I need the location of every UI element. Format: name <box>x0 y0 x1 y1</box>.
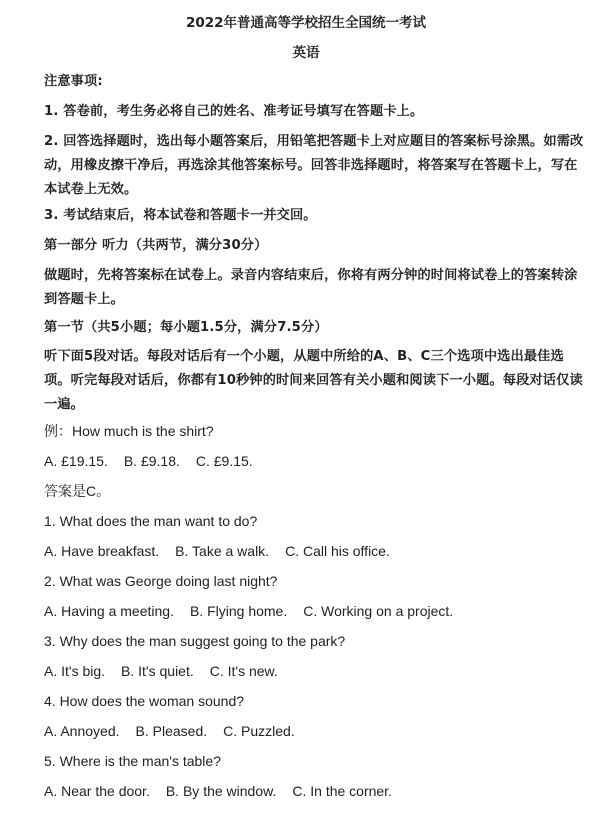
part1-heading: 第一部分 听力（共两节，满分30分） <box>44 238 268 253</box>
option-a: A. Having a meeting. <box>44 603 174 619</box>
option-b: B. It's quiet. <box>121 663 194 679</box>
note-item-3: 3. 考试结束后，将本试卷和答题卡一并交回。 <box>44 208 317 223</box>
notes-heading: 注意事项: <box>44 74 103 89</box>
example-options <box>44 451 253 471</box>
option-c: C. Call his office. <box>285 543 390 559</box>
exam-subject: 英语 <box>292 45 320 61</box>
option-a: A. Near the door. <box>44 783 150 799</box>
example-answer: 答案是C。 <box>44 483 111 499</box>
option-c: C. Working on a project. <box>303 603 454 619</box>
option-b: B. Pleased. <box>135 723 208 739</box>
option-c: C. In the corner. <box>292 783 392 799</box>
question-1: 1. What does the man want to do? <box>44 513 258 529</box>
question-1-options <box>44 541 390 561</box>
question-3: 3. Why does the man suggest going to the park? <box>44 633 346 649</box>
option-b: B. Flying home. <box>189 603 288 619</box>
question-5-options <box>44 781 392 801</box>
option-a: A. Have breakfast. <box>44 543 160 559</box>
option-b: B. Take a walk. <box>175 543 270 559</box>
option-c: C. It's new. <box>209 663 278 679</box>
question-2: 2. What was George doing last night? <box>44 573 278 589</box>
example-question: 例：How much is the shirt? <box>44 423 214 439</box>
option-c: C. £9.15. <box>195 453 253 469</box>
question-3-options <box>44 661 278 681</box>
section1-instructions: 听下面5段对话。每段对话后有一个小题，从题中所给的A、B、C三个选项中选出最佳选项。听完每段对话后，你都有10秒钟的时间来回答有关小题和阅读下一小题。每段对话仅读一遍。 <box>44 349 583 412</box>
option-c: C. Puzzled. <box>223 723 295 739</box>
option-b: B. By the window. <box>165 783 277 799</box>
question-4-options <box>44 721 295 741</box>
option-a: A. It's big. <box>44 663 106 679</box>
note-item-1: 1. 答卷前，考生务必将自己的姓名、准考证号填写在答题卡上。 <box>44 104 424 119</box>
option-a: A. £19.15. <box>44 453 108 469</box>
question-4: 4. How does the woman sound? <box>44 693 245 709</box>
part1-instructions: 做题时，先将答案标在试卷上。录音内容结束后，你将有两分钟的时间将试卷上的答案转涂到答题卡上。 <box>44 268 578 307</box>
exam-title: 2022年普通高等学校招生全国统一考试 <box>185 15 427 31</box>
option-a: A. Annoyed. <box>44 723 120 739</box>
note-item-2: 2. 回答选择题时，选出每小题答案后，用铅笔把答题卡上对应题目的答案标号涂黑。如需改动，用橡皮擦干净后，再选涂其他答案标号。回答非选择题时，将答案写在答题卡上，写在本试卷上无效。 <box>44 134 584 197</box>
option-b: B. £9.18. <box>123 453 180 469</box>
question-5: 5. Where is the man's table? <box>44 753 221 769</box>
question-2-options <box>44 601 453 621</box>
section1-heading: 第一节（共5小题；每小题1.5分，满分7.5分） <box>44 320 328 335</box>
